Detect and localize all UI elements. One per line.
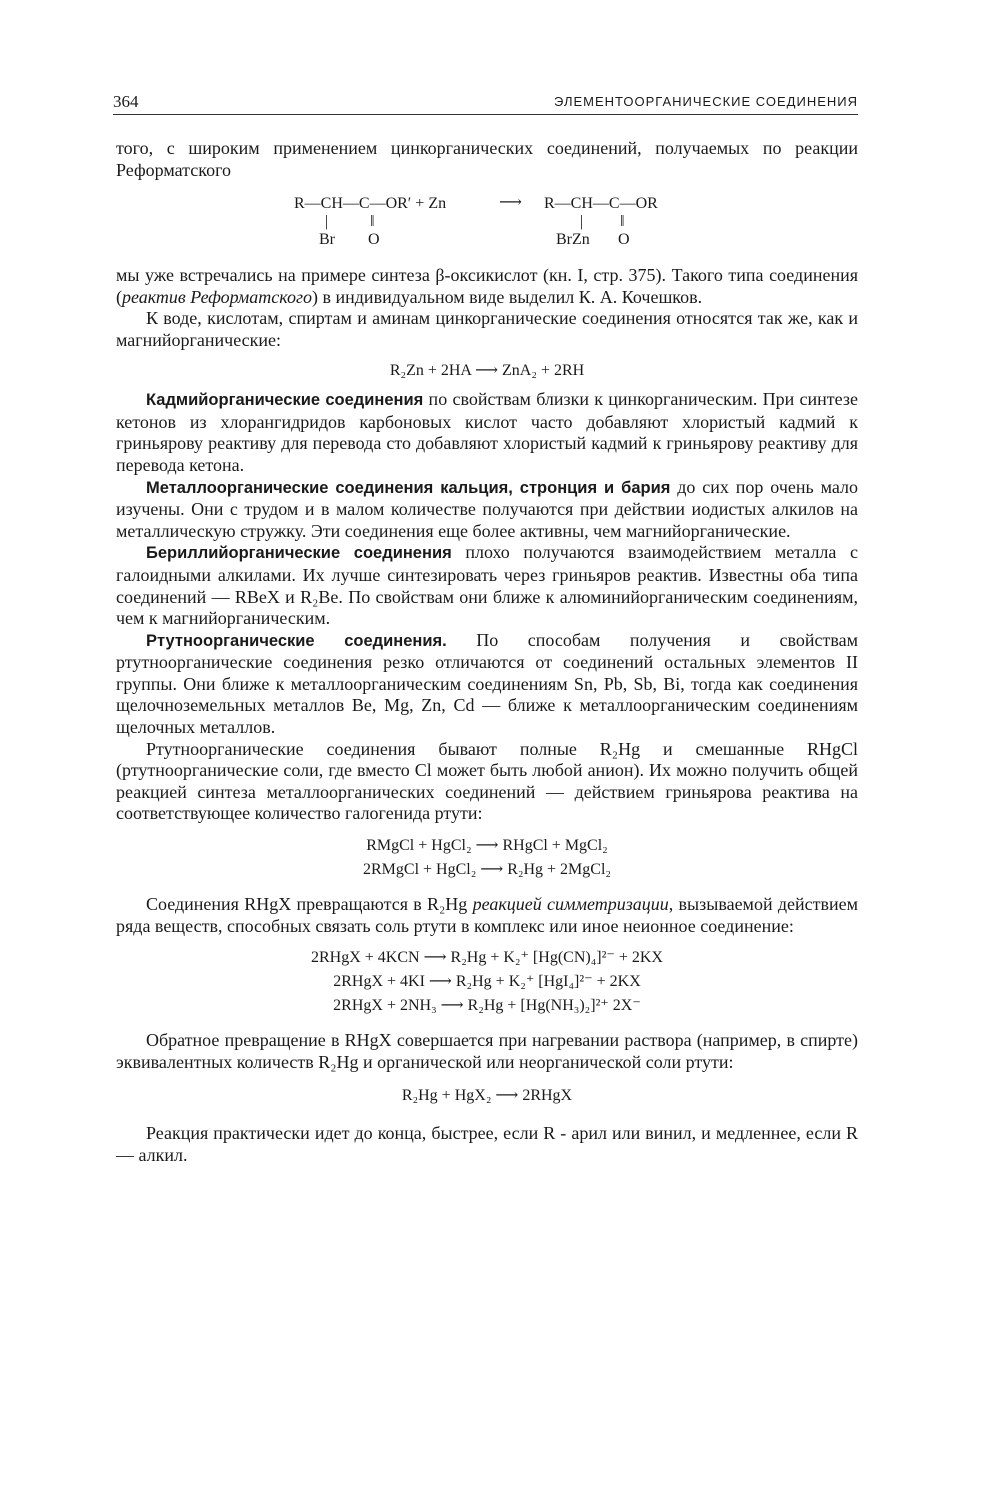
text-run: плохо получаются взаимодействием металла с галоидными алкилами. Их лучше синтезировать через гриньяров реактив. Известны оба типа соединений — RBeX и R₂Be. По свойствам они ближе к алюминийорганическим соединениям, чем к магнийорганическим. [116, 542, 858, 629]
single-bond: | [580, 213, 584, 231]
paragraph: Реакция практически идет до конца, быстрее, если R - арил или винил, и медленнее, если R — алкил. [116, 1122, 858, 1165]
text-run: до сих пор очень мало изучены. Они с трудом и в малом количестве получаются при действии иодистых алкилов на металлическую стружку. Эти соединения еще более активны, чем магнийорганические. [116, 476, 858, 541]
term: Кадмийорганические соединения [146, 391, 424, 410]
equation: R₂Hg + HgX₂ ⟶ 2RHgX [401, 1087, 573, 1105]
substituent-o: O [368, 231, 380, 249]
paragraph [116, 630, 858, 739]
body-text [116, 138, 858, 1166]
equation: RMgCl + HgCl₂ ⟶ RHgCl + MgCl₂ [366, 837, 608, 855]
term: Бериллийорганические соединения [146, 544, 452, 563]
emphasis: реакцией симметризации [472, 894, 669, 915]
term: Металлоорганические соединения кальция, стронция и бария [146, 478, 671, 497]
text-run: , вызываемой действием ряда веществ, способных связать соль ртути в комплекс или иное неионное соединение: [116, 894, 858, 936]
equation: 2RHgX + 2NH₃ ⟶ R₂Hg + [Hg(NH₃)₂]²⁺ 2X⁻ [333, 996, 641, 1014]
equation-group [116, 835, 858, 880]
reformatsky-product: R—CH—C—OR [544, 195, 658, 213]
equation: 2RHgX + 4KI ⟶ R₂Hg + K₂⁺ [HgI₄]²⁻ + 2KX [333, 973, 641, 990]
paragraph [116, 477, 858, 543]
paragraph [116, 265, 858, 308]
page-number: 364 [113, 92, 139, 111]
paragraph [116, 894, 858, 937]
equation-group [116, 947, 858, 1016]
reaction-arrow: ⟶ [499, 194, 522, 212]
reformatsky-reactant: R—CH—C—OR′ + Zn [294, 195, 447, 213]
paragraph: К воде, кислотам, спиртам и аминам цинкорганические соединения относятся так же, как и магнийорганические: [116, 308, 858, 350]
text-run: Соединения RHgX превращаются в R₂Hg [146, 894, 473, 915]
text-run: По способам получения и свойствам ртутноорганические соединения резко отличаются от соединений остальных элементов II группы. Они ближе к металлоорганическим соединениям Sn, Pb, Sb, Bi, тогда как соединения щелочноземельных металлов Be, Mg, Zn, Cd — ближе к металлоорганическим соединениям щелочных металлов. [116, 629, 858, 738]
text-run: ) в индивидуальном виде выделил К. А. Кочешков. [312, 286, 703, 307]
paragraph: Ртутноорганические соединения бывают полные R₂Hg и смешанные RHgCl (ртутноорганические соли, где вместо Cl может быть любой анион). Их можно получить общей реакцией синтеза металлоорганических соединений — действием гриньярова реактива на соответствующее количество галогенида ртути: [116, 738, 858, 824]
substituent-o: O [618, 231, 630, 249]
equation: 2RMgCl + HgCl₂ ⟶ R₂Hg + 2MgCl₂ [363, 860, 611, 878]
page-header [113, 92, 858, 115]
reformatsky-reaction-scheme [116, 187, 858, 253]
single-bond: | [325, 213, 329, 231]
paragraph: того, с широким применением цинкорганических соединений, получаемых по реакции Реформатского [116, 138, 858, 180]
text-run: мы уже встречались на примере синтеза β-оксикислот (кн. I, стр. 375). Такого типа соединения ( [116, 265, 858, 307]
paragraph: Обратное превращение в RHgX совершается при нагревании раствора (например, в спирте) эквивалентных количеств R₂Hg и органической или неорганической соли ртути: [116, 1030, 858, 1072]
equation: R₂Zn + 2HA ⟶ ZnA₂ + 2RH [389, 361, 585, 379]
substituent-brzn: BrZn [556, 231, 590, 249]
running-title: ЭЛЕМЕНТООРГАНИЧЕСКИЕ СОЕДИНЕНИЯ [554, 94, 858, 109]
double-bond: ‖ [370, 213, 375, 231]
paragraph [116, 542, 858, 629]
double-bond: ‖ [620, 213, 625, 231]
term: Ртутноорганические соединения. [146, 631, 447, 650]
paragraph [116, 389, 858, 476]
substituent-br: Br [319, 231, 335, 249]
emphasis: реактив Реформатского [122, 286, 313, 307]
equation: 2RHgX + 4KCN ⟶ R₂Hg + K₂⁺ [Hg(CN)₄]²⁻ + 2KX [311, 949, 663, 967]
text-run: по свойствам близки к цинкорганическим. При синтезе кетонов из хлорангидридов карбоновых кислот часто добавляют хлористый кадмий к гриньярову реактиву для перевода сто добавляют хлористый кадмий к гриньярову реактиву для перевода кетона. [116, 389, 858, 475]
